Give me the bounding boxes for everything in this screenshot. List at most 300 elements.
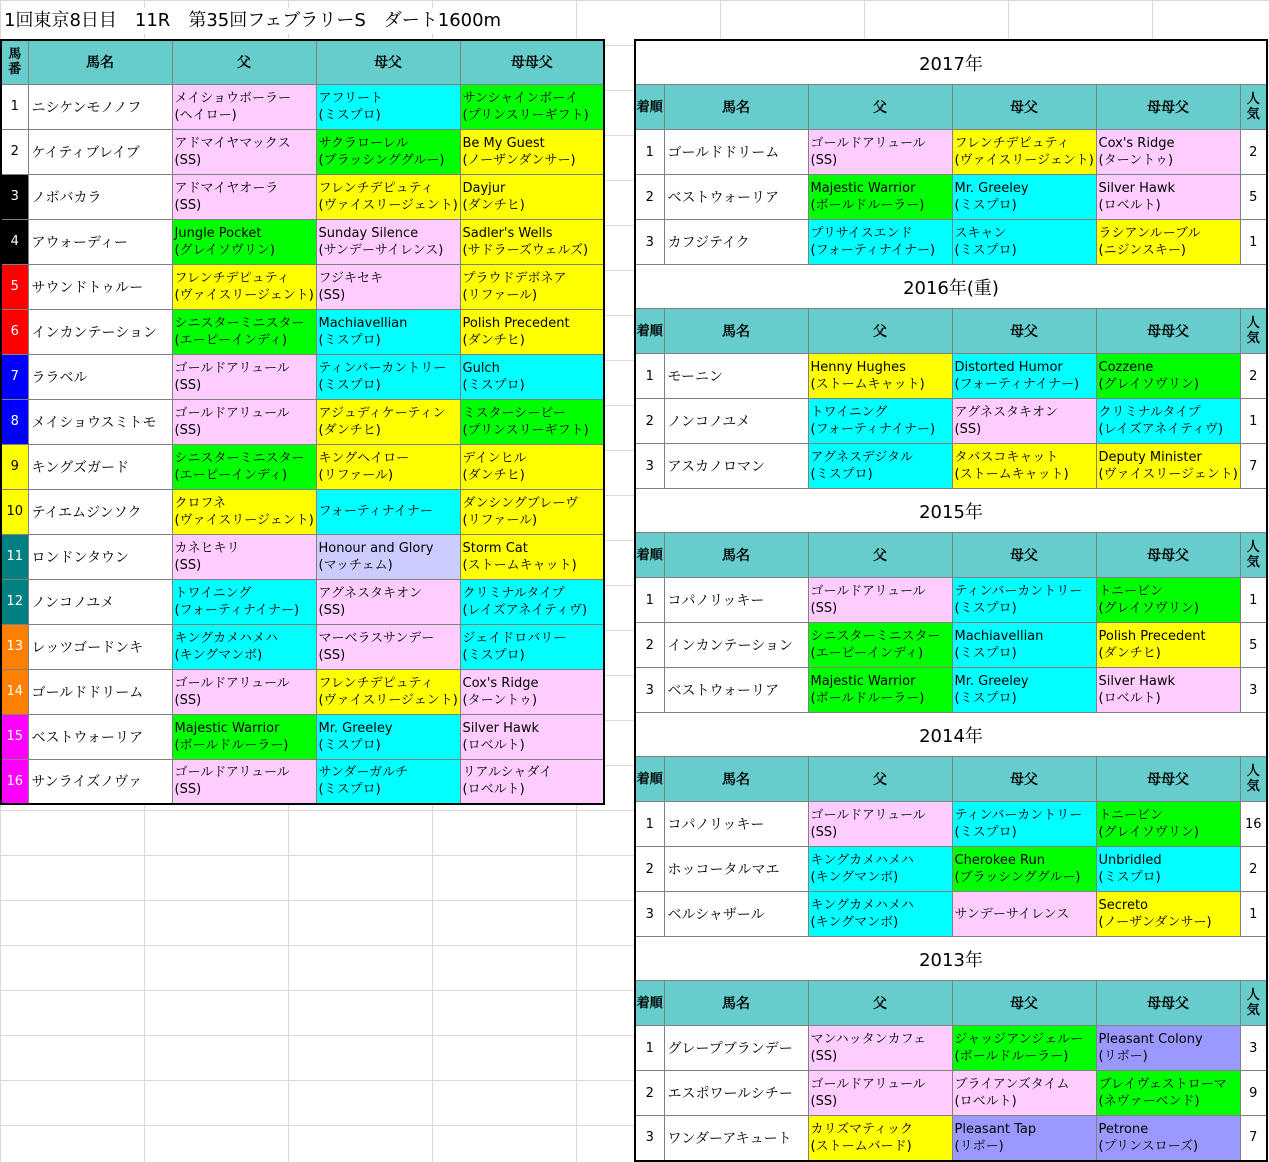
sire-cell [808,220,952,265]
horse-name: アスカノロマン [664,444,808,489]
sire-cell-line2: (ストームバード) [810,1138,912,1154]
horse-name: ゴールドドリーム [664,130,808,175]
popularity: 1 [1240,578,1267,623]
dam-dam-sire-cell-line2: (ミスプロ) [462,647,525,663]
sire-cell [808,892,952,937]
dam-dam-sire-cell [460,174,604,219]
sire-cell-line1: ゴールドアリュール [174,360,290,376]
horse-number: 9 [1,444,28,489]
popularity: 2 [1240,354,1267,399]
dam-sire-cell-line2: (リボー) [954,1138,1004,1154]
dam-dam-sire-cell-line2: (ダンチヒ) [462,197,525,213]
result-row [635,354,1267,399]
dam-dam-sire-cell-line1: Storm Cat [462,540,528,556]
results-header-row [635,757,1267,802]
header-horse-name: 馬名 [664,981,808,1026]
finish-rank: 3 [635,220,664,265]
dam-dam-sire-cell-line2: (リファール) [462,287,538,303]
finish-rank: 2 [635,847,664,892]
result-row [635,130,1267,175]
entries-table [0,39,605,805]
dam-sire-cell-line1: フレンチデピュティ [318,180,434,196]
dam-dam-sire-cell-line1: Silver Hawk [462,720,540,736]
dam-sire-cell-line1: Cherokee Run [954,853,1045,868]
sire-cell [172,714,316,759]
horse-name: ニシケンモノノフ [28,84,172,129]
dam-sire-cell-line2: (ストームキャット) [954,467,1069,482]
dam-sire-cell [316,579,460,624]
header-horse-name: 馬名 [664,757,808,802]
dam-dam-sire-cell [460,489,604,534]
sire-cell [808,130,952,175]
finish-rank: 1 [635,354,664,399]
dam-sire-cell [316,354,460,399]
sire-cell [808,354,952,399]
dam-sire-cell-line1: タバスコキャット [954,450,1059,465]
dam-sire-cell [952,175,1096,220]
sire-cell-line2: (ストームキャット) [810,377,925,392]
dam-dam-sire-cell [1096,1071,1240,1116]
sire-cell [172,174,316,219]
dam-dam-sire-cell-line2: (リボー) [1098,1049,1148,1064]
horse-number: 14 [1,669,28,714]
horse-number: 10 [1,489,28,534]
sire-cell-line1: トワイニング [810,405,888,420]
dam-sire-cell-line2: (ヴァイスリージェント) [954,153,1094,168]
finish-rank: 1 [635,802,664,847]
result-row [635,444,1267,489]
finish-rank: 3 [635,1116,664,1161]
horse-name: ベストウォーリア [664,668,808,713]
dam-sire-cell-line2: (SS) [318,602,346,618]
year-row [635,40,1267,85]
sire-cell-line2: (エーピーインディ) [174,332,288,348]
entry-row [1,489,604,534]
dam-sire-cell-line2: (ミスプロ) [954,243,1017,258]
horse-name: アウォーディー [28,219,172,264]
sire-cell-line2: (フォーティナイナー) [174,602,300,618]
popularity: 1 [1240,399,1267,444]
header-horse-number: 馬番 [1,40,28,84]
header-dam-sire: 母父 [952,757,1096,802]
result-row [635,1026,1267,1071]
dam-dam-sire-cell [1096,1026,1240,1071]
dam-dam-sire-cell-line2: (ターントゥ) [462,692,538,708]
sire-cell [172,669,316,714]
dam-sire-cell-line1: Distorted Humor [954,360,1063,375]
dam-dam-sire-cell-line2: (プリンスリーギフト) [462,422,589,438]
dam-sire-cell [952,354,1096,399]
dam-sire-cell-line1: フォーティナイナー [318,504,433,519]
dam-sire-cell-line1: Pleasant Tap [954,1121,1037,1137]
sire-cell [172,534,316,579]
horse-name: キングズガード [28,444,172,489]
sire-cell-line2: (SS) [174,377,202,393]
sire-cell-line1: カリズマティック [810,1121,913,1137]
dam-dam-sire-cell-line2: (ロベルト) [1098,198,1161,213]
dam-sire-cell-line1: Sunday Silence [318,225,419,241]
sire-cell-line2: (SS) [174,557,202,573]
header-dam-dam-sire: 母母父 [1096,85,1240,130]
sire-cell-line2: (SS) [174,692,202,708]
horse-name: モーニン [664,354,808,399]
header-dam-sire: 母父 [952,981,1096,1026]
entry-row [1,534,604,579]
dam-dam-sire-cell-line2: (サドラーズウェルズ) [462,242,589,258]
dam-sire-cell-line1: ブライアンズタイム [954,1077,1070,1092]
dam-dam-sire-cell-line2: (ノーザンダンサー) [1098,915,1212,930]
dam-sire-cell-line2: (ミスプロ) [954,825,1017,840]
year-row [635,489,1267,533]
year-heading: 2015年 [635,489,1267,533]
sire-cell-line1: Majestic Warrior [174,720,280,736]
horse-name: ベルシャザール [664,892,808,937]
header-sire: 父 [808,309,952,354]
header-horse-name: 馬名 [664,309,808,354]
dam-dam-sire-cell-line2: (グレイソヴリン) [1098,825,1199,840]
dam-dam-sire-cell-line1: Secreto [1098,898,1149,913]
horse-number: 4 [1,219,28,264]
dam-dam-sire-cell-line1: Cox's Ridge [462,675,539,691]
dam-dam-sire-cell [1096,130,1240,175]
dam-sire-cell-line2: (SS) [318,287,346,303]
dam-dam-sire-cell-line1: クリミナルタイプ [462,585,565,601]
entry-row [1,624,604,669]
dam-dam-sire-cell [1096,668,1240,713]
popularity: 5 [1240,175,1267,220]
horse-name: ホッコータルマエ [664,847,808,892]
sire-cell-line2: (SS) [810,153,838,168]
dam-sire-cell [316,489,460,534]
popularity: 2 [1240,130,1267,175]
sire-cell-line2: (ボールドルーラー) [810,691,925,706]
sire-cell-line2: (SS) [810,825,838,840]
sire-cell-line2: (SS) [174,422,202,438]
horse-number: 6 [1,309,28,354]
horse-name: ノンコノユメ [664,399,808,444]
sire-cell-line1: メイショウボーラー [174,90,291,106]
dam-sire-cell-line1: スキャン [954,226,1007,241]
dam-sire-cell-line1: Mr. Greeley [954,674,1029,689]
horse-name: ララベル [28,354,172,399]
header-popularity: 人気 [1240,85,1267,130]
entry-row [1,669,604,714]
year-heading: 2013年 [635,937,1267,981]
header-popularity: 人気 [1240,757,1267,802]
dam-dam-sire-cell-line2: (ネヴァーベンド) [1098,1094,1200,1109]
dam-sire-cell [952,802,1096,847]
dam-sire-cell-line2: (ヴァイスリージェント) [318,692,458,708]
dam-dam-sire-cell [460,219,604,264]
dam-dam-sire-cell-line1: Polish Precedent [462,315,570,331]
dam-dam-sire-cell-line1: プラウドデボネア [462,270,567,286]
sire-cell-line2: (エーピーインディ) [174,467,288,483]
header-rank: 着順 [635,533,664,578]
dam-dam-sire-cell [460,264,604,309]
header-dam-dam-sire: 母母父 [1096,757,1240,802]
sire-cell-line2: (エーピーインディ) [810,646,924,661]
horse-name: ケイティブレイブ [28,129,172,174]
sire-cell [808,847,952,892]
sire-cell-line1: アドマイヤマックス [174,135,291,151]
popularity: 3 [1240,1026,1267,1071]
entry-row [1,309,604,354]
result-row [635,847,1267,892]
dam-dam-sire-cell-line2: (リファール) [462,512,538,528]
dam-sire-cell [952,847,1096,892]
finish-rank: 3 [635,668,664,713]
sire-cell [172,399,316,444]
dam-dam-sire-cell-line2: (ダンチヒ) [1098,646,1161,661]
sire-cell-line1: ゴールドアリュール [174,765,290,781]
popularity: 1 [1240,892,1267,937]
sire-cell [172,219,316,264]
entry-row [1,84,604,129]
dam-sire-cell [316,759,460,804]
dam-sire-cell-line2: (ミスプロ) [318,332,381,348]
horse-name: コパノリッキー [664,578,808,623]
header-horse-name: 馬名 [664,85,808,130]
dam-dam-sire-cell-line2: (ストームキャット) [462,557,577,573]
sire-cell-line2: (ミスプロ) [810,467,873,482]
sire-cell-line1: Henny Hughes [810,360,906,375]
dam-sire-cell-line2: (ボールドルーラー) [954,1049,1069,1064]
dam-dam-sire-cell [1096,623,1240,668]
dam-sire-cell-line2: (マッチェム) [318,557,393,573]
sire-cell [808,668,952,713]
header-rank: 着順 [635,85,664,130]
dam-dam-sire-cell-line1: Silver Hawk [1098,674,1176,689]
dam-sire-cell-line1: Machiavellian [318,315,408,331]
header-popularity: 人気 [1240,309,1267,354]
page-title: 1回東京8日目 11R 第35回フェブラリーS ダート1600m [4,8,507,34]
horse-name: ノボバカラ [28,174,172,219]
horse-name: ノンコノユメ [28,579,172,624]
dam-dam-sire-cell-line1: ブレイヴェストローマ [1098,1077,1227,1092]
dam-dam-sire-cell-line1: サンシャインボーイ [462,90,579,106]
dam-sire-cell-line2: (サンデーサイレンス) [318,242,444,258]
horse-name: ワンダーアキュート [664,1116,808,1161]
entry-row [1,399,604,444]
dam-sire-cell [952,1071,1096,1116]
popularity: 7 [1240,444,1267,489]
horse-number: 16 [1,759,28,804]
dam-dam-sire-cell [1096,399,1240,444]
dam-dam-sire-cell-line1: Gulch [462,360,500,376]
dam-sire-cell [952,130,1096,175]
header-rank: 着順 [635,981,664,1026]
dam-dam-sire-cell-line1: Sadler's Wells [462,225,553,241]
dam-sire-cell [316,264,460,309]
finish-rank: 1 [635,578,664,623]
horse-name: インカンテーション [28,309,172,354]
results-body [635,40,1267,1161]
dam-dam-sire-cell [1096,578,1240,623]
dam-sire-cell-line1: Machiavellian [954,629,1044,644]
header-sire: 父 [808,981,952,1026]
sire-cell-line1: アドマイヤオーラ [174,180,279,196]
entry-row [1,174,604,219]
dam-dam-sire-cell-line1: ラシアンルーブル [1098,226,1201,241]
sire-cell-line2: (グレイソヴリン) [174,242,275,258]
sire-cell [808,802,952,847]
year-row [635,937,1267,981]
entry-row [1,444,604,489]
sire-cell-line1: ゴールドアリュール [810,136,926,151]
dam-sire-cell-line1: フジキセキ [318,270,383,286]
sire-cell-line2: (キングマンボ) [810,915,899,930]
dam-sire-cell-line2: (ミスプロ) [954,601,1017,616]
sire-cell-line1: ゴールドアリュール [810,1077,926,1092]
sire-cell-line1: シニスターミニスター [174,450,305,466]
horse-number: 5 [1,264,28,309]
entry-row [1,759,604,804]
dam-sire-cell [952,623,1096,668]
horse-number: 13 [1,624,28,669]
sire-cell-line1: キングカメハメハ [810,853,914,868]
header-sire: 父 [808,757,952,802]
dam-dam-sire-cell-line1: Dayjur [462,180,506,196]
dam-sire-cell-line2: (ブラッシンググルー) [954,870,1081,885]
header-sire: 父 [172,40,316,84]
header-popularity: 人気 [1240,533,1267,578]
dam-sire-cell-line2: (ヴァイスリージェント) [318,197,458,213]
dam-dam-sire-cell-line2: (ヴァイスリージェント) [1098,467,1238,482]
dam-sire-cell-line1: マーベラスサンデー [318,630,435,646]
horse-number: 2 [1,129,28,174]
entry-row [1,219,604,264]
result-row [635,175,1267,220]
header-dam-sire: 母父 [952,85,1096,130]
dam-dam-sire-cell-line1: Pleasant Colony [1098,1032,1203,1047]
sire-cell-line2: (ヘイロー) [174,107,237,123]
dam-sire-cell [316,399,460,444]
sire-cell-line1: アグネスデジタル [810,450,913,465]
dam-sire-cell-line2: (SS) [318,647,346,663]
finish-rank: 3 [635,444,664,489]
dam-sire-cell-line1: サンダーガルチ [318,765,409,781]
dam-sire-cell-line2: (ミスプロ) [318,377,381,393]
sire-cell-line2: (SS) [174,782,202,798]
dam-dam-sire-cell-line2: (プリンスローズ) [1098,1138,1199,1154]
sire-cell [172,624,316,669]
dam-sire-cell [316,309,460,354]
dam-dam-sire-cell-line1: ミスターシービー [462,405,566,421]
sire-cell-line1: クロフネ [174,495,226,511]
dam-sire-cell-line1: ジャッジアンジェルー [954,1032,1084,1047]
popularity: 1 [1240,220,1267,265]
dam-dam-sire-cell [1096,175,1240,220]
dam-sire-cell [316,174,460,219]
dam-dam-sire-cell [1096,444,1240,489]
sire-cell [808,175,952,220]
dam-dam-sire-cell [1096,802,1240,847]
header-dam-dam-sire: 母母父 [1096,981,1240,1026]
horse-name: エスポワールシチー [664,1071,808,1116]
sire-cell-line1: Jungle Pocket [174,225,262,241]
dam-sire-cell [952,668,1096,713]
dam-sire-cell [952,220,1096,265]
dam-sire-cell [316,84,460,129]
dam-sire-cell-line1: アグネスタキオン [318,585,422,601]
header-dam-dam-sire: 母母父 [1096,533,1240,578]
dam-sire-cell-line2: (ミスプロ) [954,646,1017,661]
sire-cell-line2: (SS) [810,1094,838,1109]
horse-name: ロンドンタウン [28,534,172,579]
dam-dam-sire-cell [460,624,604,669]
finish-rank: 1 [635,130,664,175]
dam-sire-cell-line2: (リファール) [318,467,394,483]
dam-dam-sire-cell-line2: (レイズアネイティヴ) [462,602,588,618]
result-row [635,668,1267,713]
entry-row [1,579,604,624]
header-dam-sire: 母父 [952,309,1096,354]
dam-sire-cell [316,669,460,714]
dam-sire-cell-line2: (ミスプロ) [318,782,381,798]
sire-cell-line1: ゴールドアリュール [174,675,290,691]
sire-cell-line1: シニスターミニスター [810,629,941,644]
result-row [635,802,1267,847]
dam-sire-cell [316,444,460,489]
popularity: 5 [1240,623,1267,668]
sire-cell-line1: ゴールドアリュール [810,808,926,823]
results-header-row [635,85,1267,130]
dam-sire-cell-line2: (ロベルト) [954,1094,1017,1109]
results-header-row [635,981,1267,1026]
sire-cell-line2: (ヴァイスリージェント) [174,287,314,303]
dam-dam-sire-cell [460,354,604,399]
dam-sire-cell [952,578,1096,623]
finish-rank: 3 [635,892,664,937]
year-row [635,713,1267,757]
horse-number: 7 [1,354,28,399]
dam-sire-cell [316,129,460,174]
sire-cell [172,444,316,489]
sire-cell-line1: キングカメハメハ [810,898,914,913]
dam-sire-cell-line2: (SS) [954,422,982,437]
result-row [635,578,1267,623]
dam-sire-cell [952,1116,1096,1161]
result-row [635,1116,1267,1161]
dam-dam-sire-cell-line1: Polish Precedent [1098,629,1206,644]
dam-dam-sire-cell-line2: (グレイソヴリン) [1098,377,1199,392]
sire-cell [808,1116,952,1161]
dam-dam-sire-cell-line1: Petrone [1098,1121,1149,1137]
horse-name: メイショウスミトモ [28,399,172,444]
sire-cell-line1: キングカメハメハ [174,630,278,646]
horse-number: 11 [1,534,28,579]
sire-cell-line1: Majestic Warrior [810,181,916,196]
dam-sire-cell-line1: アグネスタキオン [954,405,1058,420]
sire-cell [172,579,316,624]
horse-name: コパノリッキー [664,802,808,847]
dam-sire-cell-line2: (ミスプロ) [954,691,1017,706]
dam-sire-cell-line1: フレンチデピュティ [318,675,434,691]
dam-dam-sire-cell-line1: Cox's Ridge [1098,136,1175,151]
sire-cell-line2: (フォーティナイナー) [810,243,936,258]
sire-cell [172,759,316,804]
results-header-row [635,533,1267,578]
popularity: 7 [1240,1116,1267,1161]
dam-sire-cell [952,444,1096,489]
result-row [635,892,1267,937]
sire-cell-line1: フレンチデピュティ [174,270,290,286]
dam-sire-cell-line1: Mr. Greeley [954,181,1029,196]
dam-sire-cell-line1: アジュディケーティン [318,405,446,421]
dam-dam-sire-cell [460,399,604,444]
sire-cell-line1: ゴールドアリュール [810,584,926,599]
popularity: 16 [1240,802,1267,847]
